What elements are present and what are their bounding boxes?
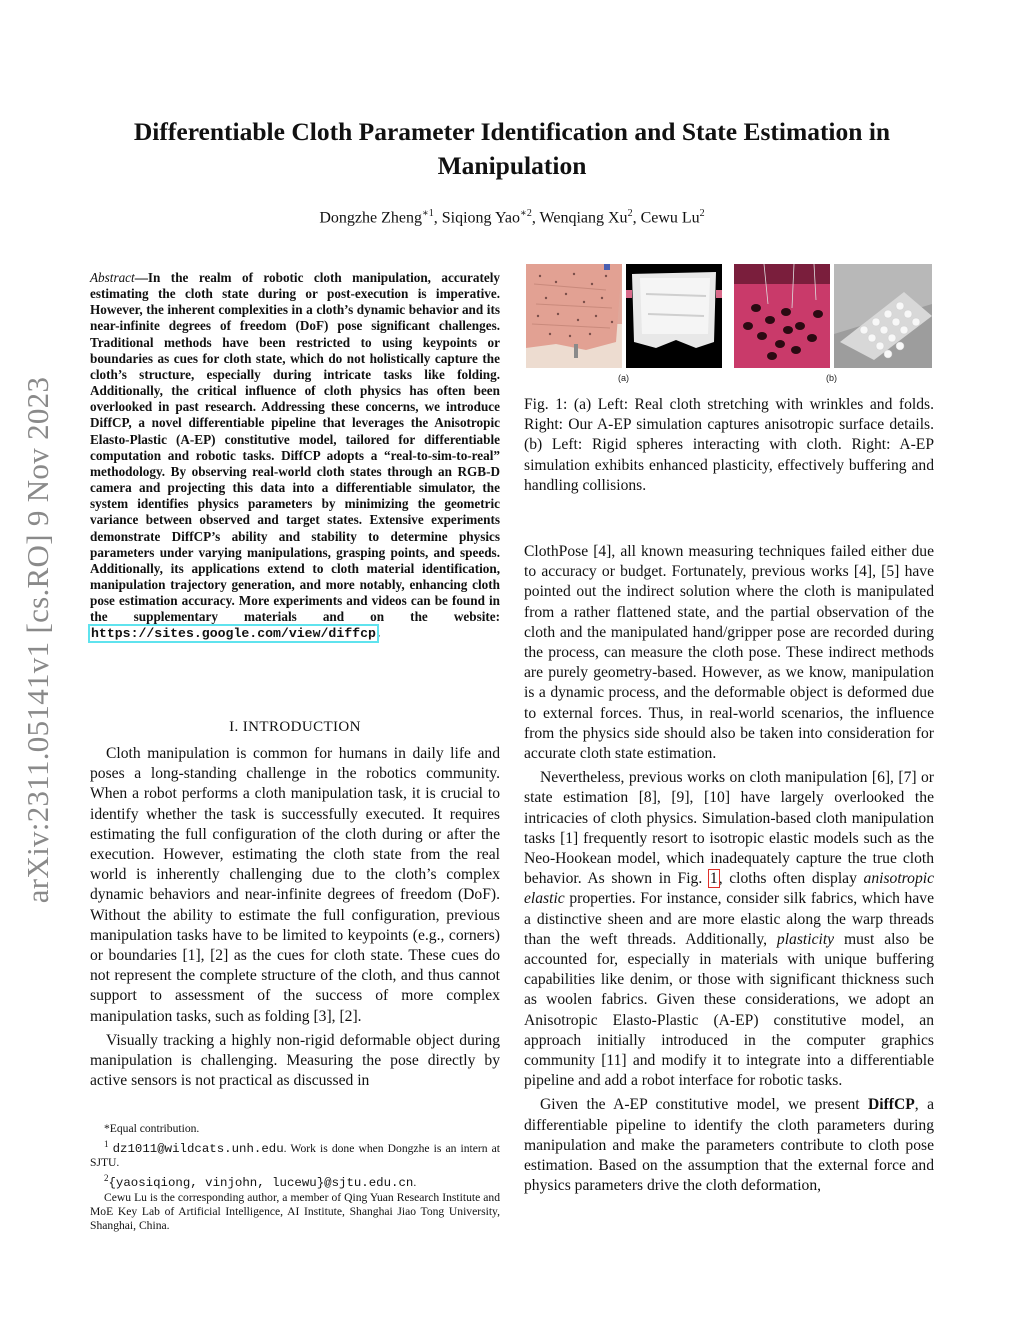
method-name: DiffCP <box>868 1096 915 1114</box>
emphasis-text: anisotropic elastic <box>524 870 935 908</box>
abstract <box>90 270 500 643</box>
body-paragraph <box>524 1095 934 1196</box>
figure-image-simulated-cloth <box>626 264 722 368</box>
figure-image-real-spheres <box>734 264 830 368</box>
footnote-mark: 2 <box>104 1172 109 1183</box>
author-name: Wenqiang Xu <box>539 209 628 227</box>
footnote-2 <box>90 1171 500 1190</box>
author-affiliation: 2 <box>699 208 705 219</box>
figure-image-simulated-spheres <box>834 264 932 368</box>
body-text: must also be accounted for, especially in materials with unique buffering capabilities like denim, or those with significant thickness such as woolen fabrics. Given these considerations, we adopt an Anisotropic Elasto-Plastic (A-EP) constitutive model, an approach initially introduced in the computer graphics community [11] and modify it to integrate into a differentiable pipeline and add a robot interface for robotic tasks. <box>524 930 934 1090</box>
author-affiliation: ∗1 <box>421 208 434 219</box>
author-name: Dongzhe Zheng <box>319 209 422 227</box>
website-link[interactable]: https://sites.google.com/view/diffcp <box>91 626 376 642</box>
intro-paragraph: Cloth manipulation is common for humans in daily life and poses a long-standing challenge in the robotics community. When a robot performs a cloth manipulation task, it is crucial to identify whether the task is successfully executed. It requires estimating the full configuration of the cloth during or after the execution. However, estimating the cloth state from the real world is inherently challenging due to the cloth’s complex dynamic behaviors and near-infinite degrees of freedom (DoF). Without the ability to estimate the full configuration, previous manipulation tasks have to be limited to keypoints (e.g., corners) or boundaries [1], [2] as the cues for cloth state. These cues do not represent the complete structure of the cloth, and thus cannot support to assessment of the success of more complex manipulation tasks, such as folding [3], [2]. <box>90 745 500 1025</box>
section-heading-introduction: I. INTRODUCTION <box>229 719 361 735</box>
footnote-end: . <box>413 1175 417 1189</box>
footnote-corresponding: Cewu Lu is the corresponding author, a member of Qing Yuan Research Institute and MoE Key Lab of Artificial Intelligence, AI Institute, Shanghai Jiao Tong University, Shanghai, China. <box>90 1190 500 1232</box>
figure-1 <box>524 264 934 382</box>
email-text: dz1011@wildcats.unh.edu <box>112 1141 284 1156</box>
body-text: properties. For instance, consider silk fabrics, which have a distinctive sheen and are more elastic along the warp threads than the weft threads. Additionally, <box>524 890 934 948</box>
body-paragraph <box>524 768 934 1091</box>
body-text: , a differentiable pipeline to identify the cloth parameters during manipulation and make the parameters contribute to cloth pose estimation. Based on the assumption that the external force and physics parameters drive the cloth deformation, <box>524 1096 934 1195</box>
body-text: Nevertheless, previous works on cloth manipulation [6], [7] or state estimation [8], [9], [10] have largely overlooked the intricacies of cloth physics. Simulation-based cloth manipulation tasks [1] frequently resort to isotropic elastic models such as the Neo-Hookean model, which inadequately capture the true cloth behavior. As shown in Fig. <box>524 769 934 888</box>
intro-paragraph: Visually tracking a highly non-rigid deformable object during manipulation is challenging. Measuring the pose directly by active sensors is not practical as discussed in <box>90 1031 500 1090</box>
paper-title: Differentiable Cloth Parameter Identification and State Estimation in Manipulation <box>133 117 891 180</box>
arxiv-watermark: arXiv:2311.05141v1 [cs.RO] 9 Nov 2023 <box>20 376 55 904</box>
figure-reference-link[interactable]: 1 <box>709 870 718 888</box>
abstract-dash: — <box>134 270 148 285</box>
figure-label-a: (a) <box>618 373 629 383</box>
footnote-mark: 1 <box>104 1139 109 1149</box>
author-affiliation: 2 <box>627 208 633 219</box>
abstract-end: . <box>376 625 381 641</box>
abstract-label: Abstract <box>90 270 135 285</box>
figure-label-b: (b) <box>826 373 837 383</box>
abstract-text: In the realm of robotic cloth manipulation, accurately estimating the cloth state during or post-execution is imperative. However, the inherent complexities in a cloth’s dynamic behavior and its near-infinite degrees of freedom (DoF) pose significant challenges. Traditional methods have been restricted to using keypoints or boundaries as cues for cloth state, which do not holistically capture the cloth’s structure, especially during intricate tasks like folding. Additionally, the critical influence of cloth physics has often been overlooked in past research. Addressing these concerns, we introduce DiffCP, a novel differentiable pipeline that leverages the Anisotropic Elasto-Plastic (A-EP) constitutive model, tailored for differentiable computation and robotic tasks. DiffCP adopts a “real-to-sim-to-real” methodology. By observing real-world cloth states through an RGB-D camera and projecting this data into a differentiable simulator, the system identifies physics parameters by minimizing the geometric variance between observed and target states. Extensive experiments demonstrate DiffCP’s ability and stability to determine physics parameters under varying manipulations, grasping points, and speeds. Additionally, its applications extend to cloth material identification, manipulation trajectory generation, and more notably, enhancing cloth pose estimation accuracy. More experiments and videos can be found in the supplementary materials and on the website: <box>90 270 500 625</box>
body-text: , cloths often display <box>718 870 864 888</box>
figure-image-real-cloth <box>526 264 622 368</box>
right-column-body <box>524 542 934 1197</box>
emphasis-text: plasticity <box>776 930 835 948</box>
footnote-equal: *Equal contribution. <box>104 1122 200 1135</box>
author-name: Cewu Lu <box>640 209 700 227</box>
body-paragraph: ClothPose [4], all known measuring techniques failed either due to accuracy or budget. Fortunately, previous works [4], [5] have pointed out the indirect solution where the cloth is manipulated from a rather flattened state, and the partial observation of the cloth and the manipulated hand/gripper pose are recorded during the process, can measure the cloth pose. These indirect methods are purely geometry-based. However, as we know, manipulation is a dynamic process, and the deformable object is deformed due to external forces. Thus, in real-world scenarios, the influence from the physics side should also be taken into consideration for accurate cloth state estimation. <box>524 543 934 763</box>
author-list: Dongzhe Zheng$^{∗1}$, Siqiong Yao$^{∗2}$, Wenqiang Xu$^2$, Cewu Lu$^2$ <box>319 208 705 227</box>
footnote-1 <box>90 1137 500 1170</box>
author-name: Siqiong Yao <box>441 209 521 227</box>
footnotes <box>90 1122 500 1234</box>
email-text: {yaosiqiong, vinjohn, lucewu}@sjtu.edu.cn <box>108 1175 414 1190</box>
footnote-text: . Work is done when Dongzhe is an intern at SJTU. <box>90 1141 501 1169</box>
author-affiliation: ∗2 <box>520 208 532 219</box>
body-text: Given the A-EP constitutive model, we present <box>540 1096 868 1114</box>
intro-column <box>90 744 500 1091</box>
figure-caption: Fig. 1: (a) Left: Real cloth stretching with wrinkles and folds. Right: Our A-EP simulation captures anisotropic surface details. (b) Left: Rigid spheres interacting with cloth. Right: A-EP simulation exhibits enhanced plasticity, effectively buffering and handling collisions. <box>524 396 934 494</box>
